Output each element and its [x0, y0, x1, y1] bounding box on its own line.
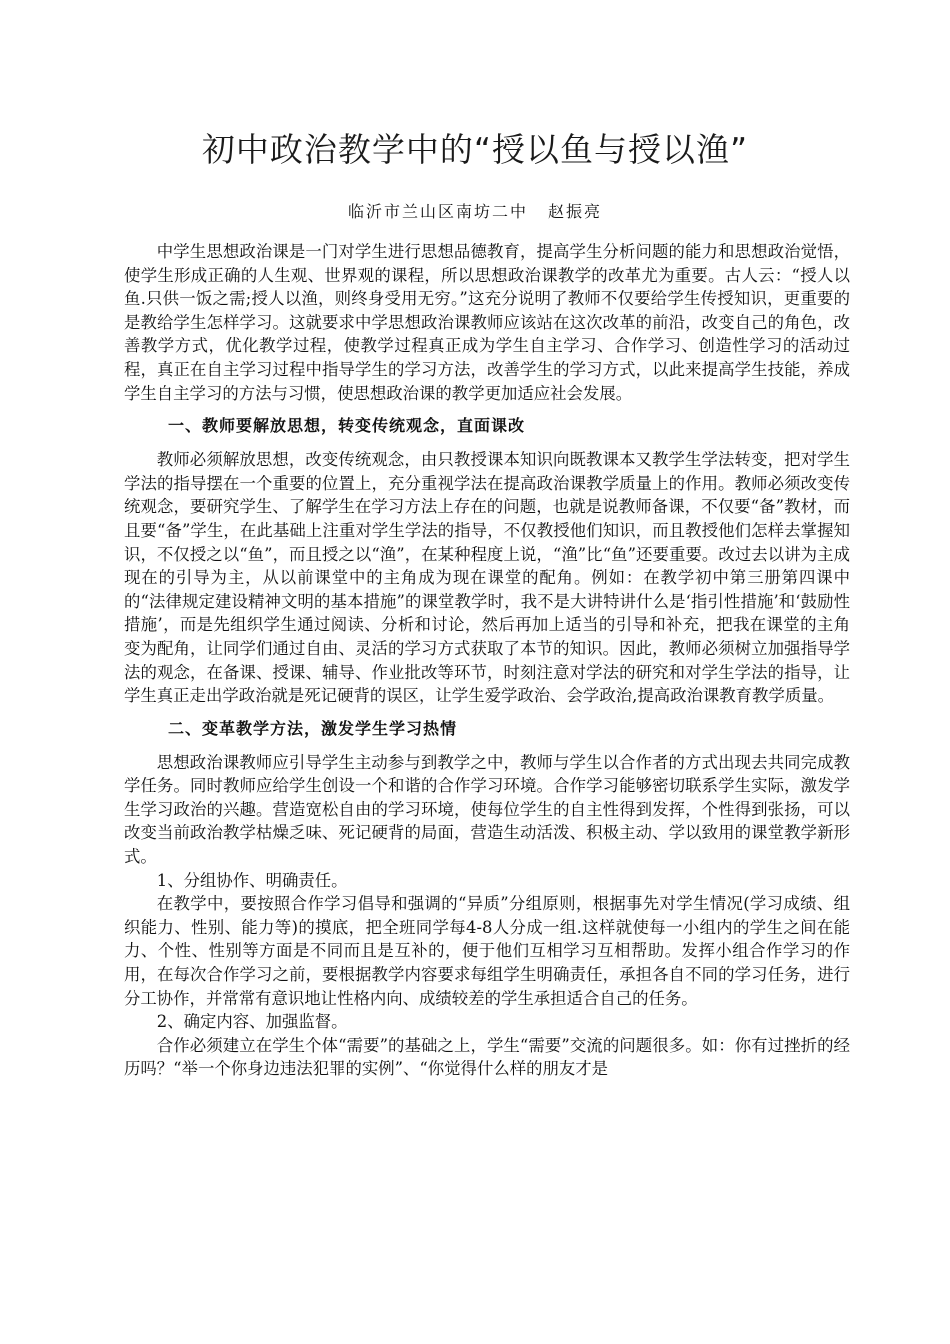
item-2-title: 2、确定内容、加强监督。	[156, 1012, 348, 1032]
item-1-paragraph: 在教学中，要按照合作学习倡导和强调的“异质”分组原则，根据事先对学生情况(学习成绩、组织能力、性别、能力等)的摸底，把全班同学每4-8人分成一组.这样就使每一小组内的学生之间在能力、个性、性别等方面是不同而且是互补的，便于他们互相学习互相帮助。发挥小组合作学习的作用，在每次合作学习之前，要根据教学内容要求每组学生明确责任，承担各自不同的学习任务，进行分工协作，并常常有意识地让性格内向、成绩较差的学生承担适合自己的任务。	[124, 894, 850, 1008]
section-1-heading: 一、教师要解放思想，转变传统观念，直面课改	[168, 416, 526, 436]
item-2-paragraph: 合作必须建立在学生个体“需要”的基础之上，学生“需要”交流的问题很多。如：你有过挫折的经历吗？“举一个你身边违法犯罪的实例”、“你觉得什么样的朋友才是	[124, 1035, 850, 1079]
author-school: 临沂市兰山区南坊二中	[347, 202, 528, 221]
section-1-paragraph: 教师必须解放思想，改变传统观念，由只教授课本知识向既教课本又教学生学法转变，把对学生学法的指导摆在一个重要的位置上，充分重视学法在提高政治课教学质量上的作用。教师必须改变传统观念，要研究学生、了解学生在学习方法上存在的问题，也就是说教师备课，不仅要“备”教材，而且要“备”学生，在此基础上注重对学生学法的指导，不仅教授他们知识，而且教授他们怎样去掌握知识，不仅授之以“鱼”，而且授之以“渔”，在某种程度上说，“渔”比“鱼”还要重要。改过去以讲为主成现在的引导为主，从以前课堂中的主角成为现在课堂的配角。例如：在教学初中第三册第四课中的“法律规定建设精神文明的基本措施”的课堂教学时，我不是大讲特讲什么是‘指引性措施’和‘鼓励性措施’，而是先组织学生通过阅读、分析和讨论，然后再加上适当的引导和补充，把我在课堂的主角变为配角，让同学们通过自由、灵活的学习方式获取了本节的知识。因此，教师必须树立加强指导学法的观念，在备课、授课、辅导、作业批改等环节，时刻注意对学法的研究和对学生学法的指导，让学生真正走出学政治就是死记硬背的误区，让学生爱学政治、会学政治,提高政治课教育教学质量。	[124, 450, 850, 706]
section-2-heading: 二、变革教学方法，激发学生学习热情	[168, 718, 458, 738]
section-2-paragraph: 思想政治课教师应引导学生主动参与到教学之中，教师与学生以合作者的方式出现去共同完成教学任务。同时教师应给学生创设一个和谐的合作学习环境。合作学习能够密切联系学生实际，激发学生学习政治的兴趣。营造宽松自由的学习环境，使每位学生的自主性得到发挥，个性得到张扬，可以改变当前政治教学枯燥乏味、死记硬背的局面，营造生动活泼、积极主动、学以致用的课堂教学新形式。	[124, 752, 850, 867]
document-body	[124, 240, 850, 1081]
item-1-title: 1、分组协作、明确责任。	[156, 870, 348, 890]
author-line	[0, 200, 950, 224]
intro-paragraph: 中学生思想政治课是一门对学生进行思想品德教育，提高学生分析问题的能力和思想政治觉悟，使学生形成正确的人生观、世界观的课程，所以思想政治课教学的改革尤为重要。古人云：“授人以鱼.只供一饭之需;授人以渔，则终身受用无穷。”这充分说明了教师不仅要给学生传授知识，更重要的是教给学生怎样学习。这就要求中学思想政治课教师应该站在这次改革的前沿，改变自己的角色，改善教学方式，优化教学过程，使教学过程真正成为学生自主学习、合作学习、创造性学习的活动过程，真正在自主学习过程中指导学生的学习方法，改善学生的学习方式，以此来提高学生技能，养成学生自主学习的方法与习惯，使思想政治课的教学更加适应社会发展。	[124, 242, 850, 403]
document-title: 初中政治教学中的“授以鱼与授以渔”	[201, 130, 749, 169]
author-name: 赵振亮	[548, 202, 603, 221]
